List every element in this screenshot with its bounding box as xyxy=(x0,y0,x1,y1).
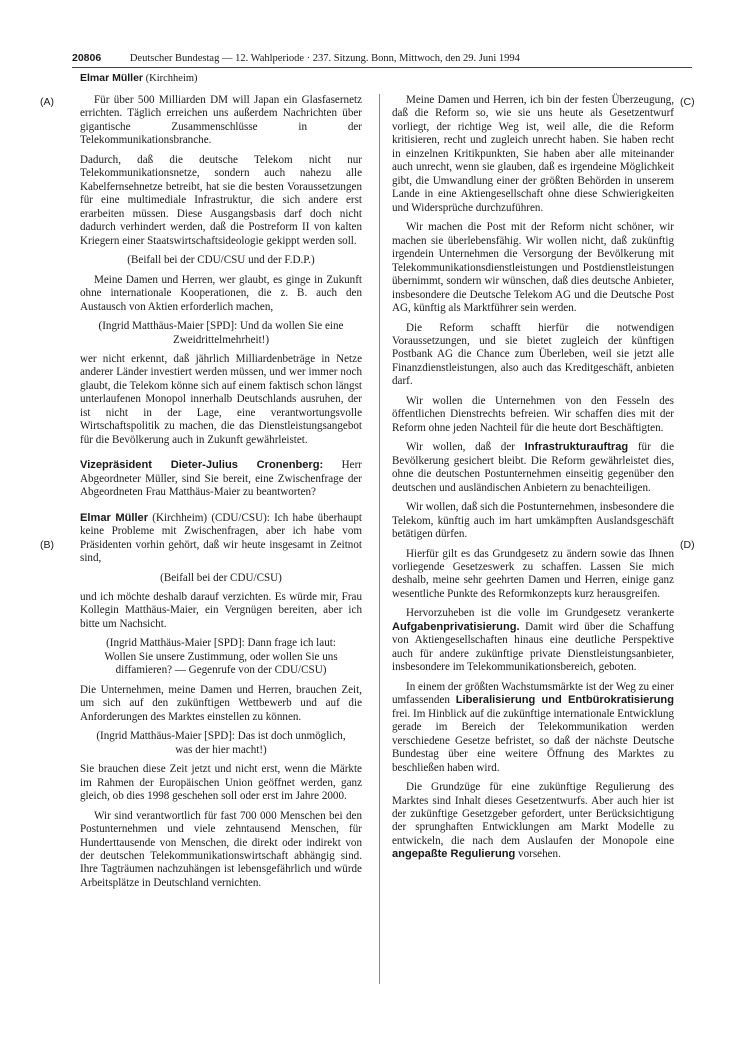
interjection: (Ingrid Matthäus-Maier [SPD]: Und da wollen Sie eine Zweidrittelmehrheit!) xyxy=(98,320,344,346)
text-run: Hervorzuheben ist die volle im Grundgesetz verankerte xyxy=(406,607,674,620)
paragraph: und ich möchte deshalb darauf verzichten. Es würde mir, Frau Kollegin Matthäus-Maier, ein Vergnügen bereiten, aber ich bitte um Nachsicht. xyxy=(80,591,362,630)
paragraph: Wir wollen, daß sich die Postunternehmen, insbesondere die Telekom, künftig auch im hart umkämpften Auslandsgeschäft betätigen dürfen. xyxy=(392,501,674,541)
emphasis: angepaßte Regulierung xyxy=(392,848,516,861)
page-number: 20806 xyxy=(72,52,102,64)
paragraph xyxy=(392,781,674,862)
paragraph: Meine Damen und Herren, ich bin der festen Überzeugung, daß die Reform so, wie sie uns heute als Gesetzentwurf vorliegt, der richtige Weg ist, weil alle, die die Reform kritisieren, recht und zugleich unrecht haben. Sie haben recht in einzelnen Kritikpunkten, Sie haben aber alle miteinander auch unrecht, wenn sie glauben, daß es irgendeine Möglichkeit gibt, die Umwandlung einer der größten Behörden in unserem Lande in eine Aktiengesellschaft ohne diese Schwierigkeiten und Widersprüche durchzuführen. xyxy=(392,94,674,214)
margin-mark-b: (B) xyxy=(40,539,54,551)
interjection: (Ingrid Matthäus-Maier [SPD]: Dann frage ich laut: Wollen Sie unsere Zustimmung, oder wollen Sie uns diffamieren? — Gegenrufe von der CDU/CSU) xyxy=(104,637,338,677)
paragraph: Wir machen die Post mit der Reform nicht schöner, wir machen sie überlebensfähig. Wir wollen nicht, daß zukünftig irgendein Unternehmen die Versorgung der Bevölkerung mit Telekommunikationsdienstleistungen und Postdienstleistungen übernimmt, sondern wir wünschen, daß dies deutsche Anbieter, insbesondere die Deutsche Telekom AG und die Deutsche Post AG, künftig als Marktführer sein werden. xyxy=(392,221,674,315)
text-run: frei. Im Hinblick auf die zukünftige internationale Entwicklung gerade im Bereich der Telekommunikation werden verschiedene Gesetze befristet, so daß der nächste Deutsche Bundestag über eine weitere Öffnung des Marktes zu beschließen haben wird. xyxy=(392,707,674,774)
emphasis: Infrastrukturauftrag xyxy=(524,441,629,454)
paragraph: Die Reform schafft hierfür die notwendigen Voraussetzungen, und sie bietet zugleich der künftigen Postbank AG die Chance zum Überleben, weil sie jetzt alle Finanzdienstleistungen, also auch das Kreditgeschäft, anbieten darf. xyxy=(392,321,674,388)
text-run: Damit wird über die Schaffung von Aktiengesellschaften hinaus eine deutliche Perspektive auch für andere zukünftige private Dienstleistungsanbieter, insbesondere im Telekommunikationsbereich, geboten. xyxy=(392,620,674,674)
emphasis: Liberalisierung und Entbürokratisierung xyxy=(455,694,674,707)
continued-speaker xyxy=(80,72,198,84)
paragraph: wer nicht erkennt, daß jährlich Milliardenbeträge in Netze anderer Länder investiert werden müssen, und wer immer noch glaubt, die Telekom könne sich auf einem faktisch schon längst unterlaufenen Monopol innerhalb Deutschlands ausruhen, der ist nicht in der Lage, eine verantwortungsvolle Wirtschaftspolitik zu machen, die das Dienstleistungsangebot für die Bevölkerung auch in Zukunft gewährleistet. xyxy=(80,352,362,446)
margin-mark-d: (D) xyxy=(680,539,695,551)
column-divider xyxy=(379,94,380,984)
speaker-paragraph xyxy=(80,512,362,566)
text-run: für die Bevölkerung gesichert bleibt. Die Reform gewährleistet dies, ohne die deutschen Postunternehmen einseitig gegenüber den deutschen und ausländischen Anbietern zu benachteiligen. xyxy=(392,441,674,494)
paragraph xyxy=(392,607,674,674)
paragraph: Dadurch, daß die deutsche Telekom nicht nur Telekommunikationsnetze, sondern auch nahezu alle Kabelfernsehnetze betreibt, hat sie die besten Voraussetzungen für eine multimediale Infrastruktur, die sich andere erst erarbeiten müssen. Diese Ausgangsbasis darf doch nicht dadurch verhindert werden, daß die Postreform II von kalten Kriegern einer Staatswirtschaftsideologie gekippt werden soll. xyxy=(80,153,362,247)
interjection: (Ingrid Matthäus-Maier [SPD]: Das ist doch unmöglich, was der hier macht!) xyxy=(96,730,346,756)
paragraph xyxy=(392,681,674,775)
text-run: Wir wollen, daß der xyxy=(406,441,525,454)
running-header xyxy=(72,52,692,68)
speaker-name: Elmar Müller xyxy=(80,72,144,84)
speaker-paragraph xyxy=(80,459,362,499)
running-title: Deutscher Bundestag — 12. Wahlperiode · 237. Sitzung. Bonn, Mittwoch, den 29. Juni 1994 xyxy=(129,53,520,64)
left-column xyxy=(80,94,362,896)
paragraph: Hierfür gilt es das Grundgesetz zu ändern sowie das Ihnen vorliegende Gesetzeswerk zu schaffen. Lassen Sie mich deshalb, meine sehr geehrten Damen und Herren, einige ganz wesentliche Punkte des Reformkonzepts kurz herausgreifen. xyxy=(392,547,674,600)
paragraph: Meine Damen und Herren, wer glaubt, es ginge in Zukunft ohne internationale Kooperationen, die z. B. auch den Austausch von Aktien erforderlich machen, xyxy=(80,273,362,313)
speaker-name: Elmar Müller xyxy=(80,511,149,524)
text-run: vorsehen. xyxy=(515,848,561,861)
margin-mark-a: (A) xyxy=(40,96,54,108)
text-run: In einem der größten Wachstumsmärkte ist der Weg zu einer umfassenden xyxy=(392,680,674,707)
paragraph: Sie brauchen diese Zeit jetzt und nicht erst, wenn die Märkte im Rahmen der Europäischen Union geöffnet werden, ganz gleich, ob dies 1998 geschehen soll oder erst im Jahre 2000. xyxy=(80,763,362,803)
paragraph: Wir sind verantwortlich für fast 700 000 Menschen bei den Postunternehmen und viele zehntausend Menschen, für Hunderttausende von Menschen, die direkt oder indirekt von der deutschen Telekommunikationswirtschaft abhängig sind. Ihre Tagträumen nachzuhängen ist lebensgefährlich und würde Arbeitsplätze in Deutschland vernichten. xyxy=(80,809,362,889)
paragraph xyxy=(392,441,674,495)
paragraph: Wir wollen die Unternehmen von den Fesseln des öffentlichen Dienstrechts befreien. Wir schaffen dies mit der Reform ohne jeden Nachteil für die heute dort Beschäftigten. xyxy=(392,394,674,434)
margin-mark-c: (C) xyxy=(680,96,695,108)
interjection: (Beifall bei der CDU/CSU und der F.D.P.) xyxy=(127,254,315,267)
emphasis: Aufgabenprivatisierung. xyxy=(392,620,520,633)
speaker-place: (Kirchheim) xyxy=(145,73,198,84)
paragraph: Für über 500 Milliarden DM will Japan ein Glasfasernetz errichten. Täglich erreichen uns außerdem Nachrichten über gigantische Zusammenschlüsse in der Telekommunikationsbranche. xyxy=(80,94,362,147)
speech-text: (Kirchheim) (CDU/CSU): Ich habe überhaupt keine Probleme mit Zwischenfragen, aber ich habe vom Präsidenten vorhin gehört, daß wir heute insgesamt in Zeitnot sind, xyxy=(80,511,363,565)
speaker-name: Vizepräsident Dieter-Julius Cronenberg: xyxy=(80,459,324,472)
paragraph: Die Unternehmen, meine Damen und Herren, brauchen Zeit, um sich auf den zukünftigen Wettbewerb und auf die Anforderungen des Marktes einstellen zu können. xyxy=(80,683,362,723)
interjection: (Beifall bei der CDU/CSU) xyxy=(160,571,282,584)
speech-text: Herr Abgeordneter Müller, sind Sie bereit, eine Zwischenfrage der Abgeordneten Frau Matthäus-Maier zu beantworten? xyxy=(80,459,362,499)
right-column xyxy=(392,94,674,868)
text-run: Die Grundzüge für eine zukünftige Regulierung des Marktes sind Inhalt dieses Gesetzentwurfs. Aber auch hier ist der zukünftige Gesetzgeber gefordert, unter Berücksichtigung der sprunghaften Entwicklungen am Markt Modelle zu entwickeln, die nach dem Auslaufen der Monopole eine xyxy=(392,781,674,847)
